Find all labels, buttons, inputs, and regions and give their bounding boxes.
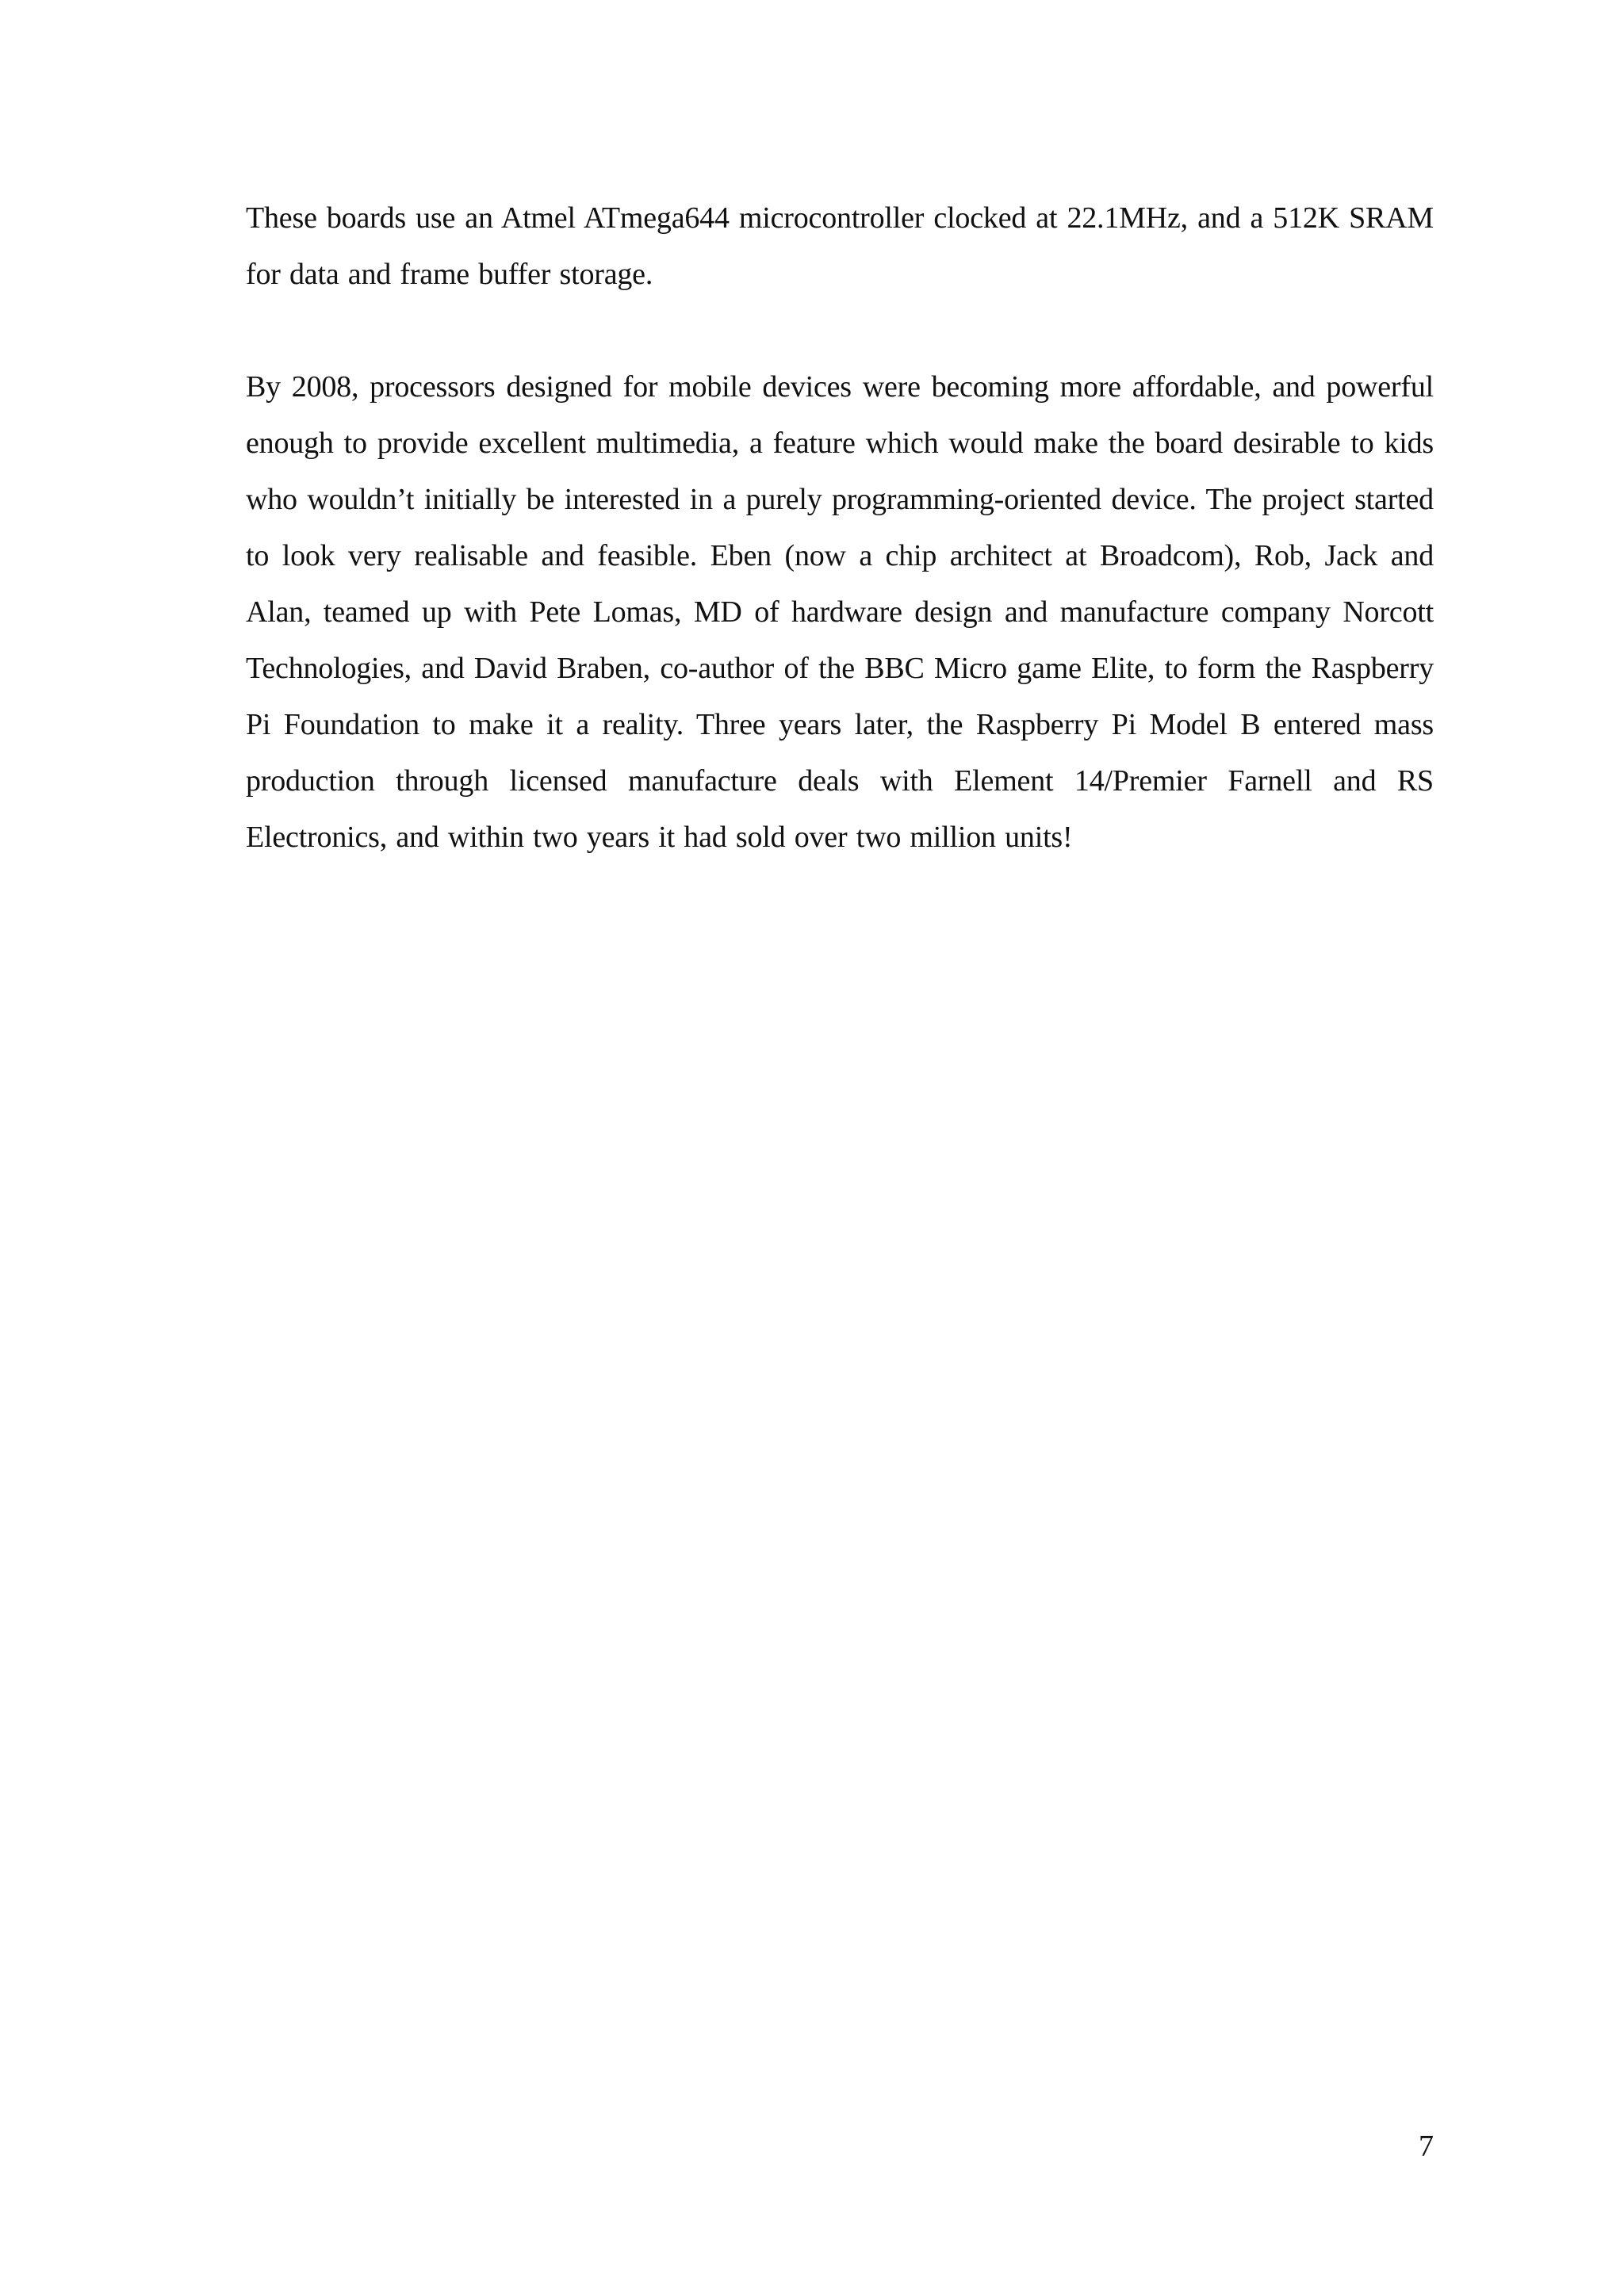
- document-body: [246, 190, 1434, 866]
- paragraph-board-specs: These boards use an Atmel ATmega644 microcontroller clocked at 22.1MHz, and a 512K SRAM for data and frame buffer storage.: [246, 201, 1434, 291]
- page-number: 7: [1419, 2130, 1434, 2163]
- paragraph-foundation-history: By 2008, processors designed for mobile devices were becoming more affordable, and powerful enough to provide excellent multimedia, a feature which would make the board desirable to kids who wouldn’t initially be interested in a purely programming-oriented device. The project started to look very realisable and feasible. Eben (now a chip architect at Broadcom), Rob, Jack and Alan, teamed up with Pete Lomas, MD of hardware design and manufacture company Norcott Technologies, and David Braben, co-author of the BBC Micro game Elite, to form the Raspberry Pi Foundation to make it a reality. Three years later, the Raspberry Pi Model B entered mass production through licensed manufacture deals with Element 14/Premier Farnell and RS Electronics, and within two years it had sold over two million units!: [246, 370, 1434, 854]
